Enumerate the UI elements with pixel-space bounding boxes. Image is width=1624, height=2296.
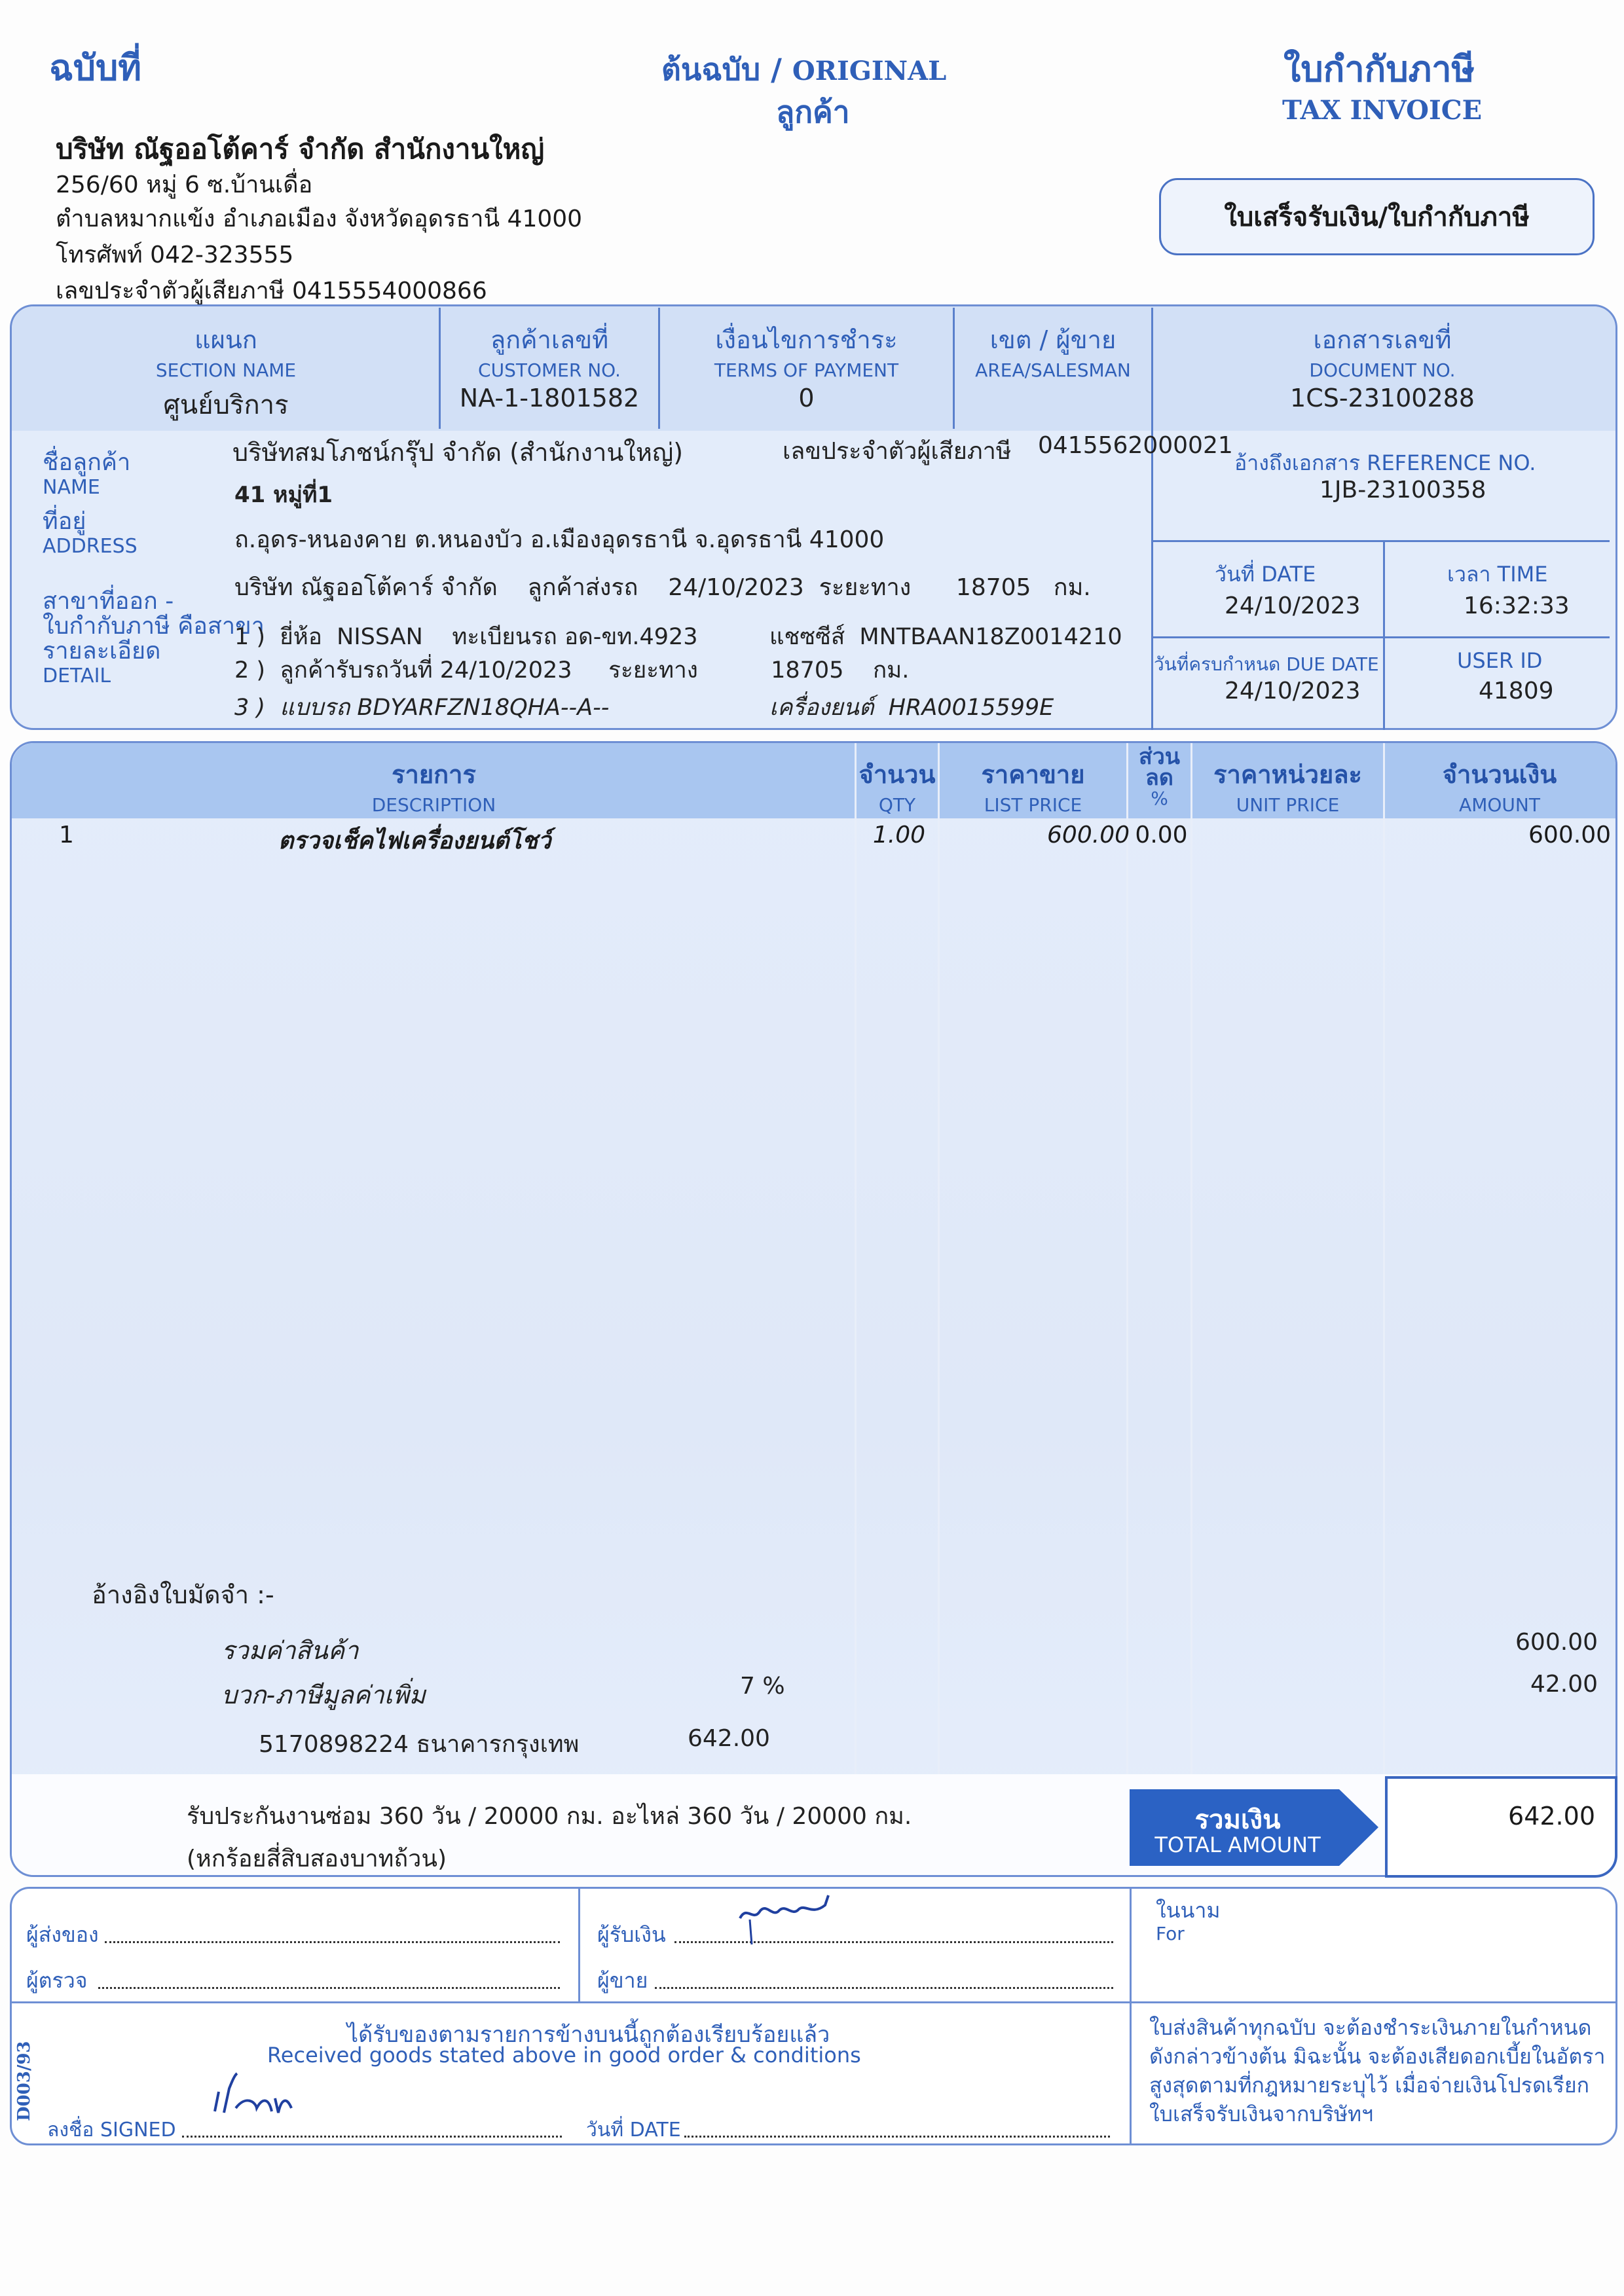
col-amount-th: จำนวนเงิน — [1442, 759, 1557, 789]
divider — [1130, 1889, 1132, 2144]
name-label-en: NAME — [43, 476, 100, 499]
detail-label-th: รายละเอียด — [43, 638, 161, 665]
seller-label: ผู้ขาย — [597, 1968, 648, 1993]
customer-no-header — [441, 319, 658, 412]
area-en: AREA/SALESMAN — [975, 359, 1131, 381]
detail-line2: 2 ) ลูกค้ารับรถวันที่ 24/10/2023 ระยะทาง 18705 กม. — [234, 657, 910, 683]
branch-label-th2: ใบกำกับภาษี คือสาขา — [43, 613, 265, 640]
on-behalf-th: ในนาม — [1156, 1898, 1221, 1923]
address-label-th: ที่อยู่ — [43, 508, 86, 535]
sender-label: ผู้ส่งของ — [26, 1922, 99, 1947]
address-label-en: ADDRESS — [43, 535, 138, 558]
divider — [1383, 540, 1385, 730]
branch-line: บริษัท ณัฐออโต้คาร์ จำกัด ลูกค้าส่งรถ 24/10/2023 ระยะทาง 18705 กม. — [234, 574, 1091, 601]
copy-label: ฉบับที่ — [49, 46, 141, 88]
tax-invoice-th: ใบกำกับภาษี — [1283, 48, 1475, 90]
vat-rate: 7 % — [740, 1673, 785, 1700]
row-no: 1 — [59, 822, 74, 848]
section-th: แผนก — [194, 325, 257, 354]
terms-header — [660, 319, 953, 412]
col-unit-price — [1192, 754, 1383, 816]
col-discount — [1128, 746, 1190, 809]
time-label: เวลา TIME — [1447, 562, 1548, 587]
company-address1: 256/60 หมู่ 6 ซ.บ้านเดื่อ — [56, 172, 313, 198]
row-qty: 1.00 — [872, 822, 925, 848]
document-no-en: DOCUMENT NO. — [1309, 359, 1456, 381]
customer-copy-label: ลูกค้า — [776, 94, 850, 130]
receiver-label: ผู้รับเงิน — [597, 1922, 666, 1947]
tax-invoice-en: TAX INVOICE — [1282, 95, 1483, 126]
detail-line3-engine: เครื่องยนต์ HRA0015599E — [769, 695, 1054, 721]
checker-label: ผู้ตรวจ — [26, 1968, 88, 1993]
seller-line — [655, 1987, 1113, 1989]
customer-tax-label: เลขประจำตัวผู้เสียภาษี — [783, 438, 1012, 465]
col-list-price-en: LIST PRICE — [984, 794, 1082, 816]
name-label-th: ชื่อลูกค้า — [43, 449, 131, 476]
notice-line: ใบส่งสินค้าทุกฉบับ จะต้องชำระเงินภายในกำหนด — [1149, 2015, 1592, 2040]
document-no-header — [1153, 319, 1612, 412]
customer-no-th: ลูกค้าเลขที่ — [490, 325, 609, 354]
col-description — [13, 754, 855, 816]
company-name: บริษัท ณัฐออโต้คาร์ จำกัด สำนักงานใหญ่ — [56, 133, 545, 165]
detail-line1: 1 ) ยี่ห้อ NISSAN ทะเบียนรถ อด-ขท.4923 — [234, 624, 698, 650]
document-type-box — [1159, 178, 1595, 255]
row-amount: 600.00 — [1528, 822, 1611, 848]
total-amount-box — [1385, 1776, 1617, 1878]
area-th: เขต / ผู้ขาย — [989, 325, 1116, 354]
divider — [1151, 636, 1610, 638]
customer-tax-id: 0415562000021 — [1038, 432, 1233, 459]
col-description-en: DESCRIPTION — [371, 794, 496, 816]
divider — [938, 743, 940, 1774]
customer-no-en: CUSTOMER NO. — [478, 359, 621, 381]
table-row — [13, 822, 1614, 861]
received-th: ได้รับของตามรายการข้างบนนี้ถูกต้องเรียบร้อยแล้ว — [347, 2022, 830, 2048]
company-address2: ตำบลหมากแข้ง อำเภอเมือง จังหวัดอุดรธานี 41000 — [56, 206, 583, 232]
signed-label: ลงชื่อ SIGNED — [47, 2119, 176, 2141]
receiver-signature — [733, 1892, 838, 1951]
terms-en: TERMS OF PAYMENT — [714, 359, 899, 381]
total-amount-label — [1130, 1789, 1378, 1866]
company-tax-id: เลขประจำตัวผู้เสียภาษี 0415554000866 — [56, 278, 487, 304]
col-discount-th1: ส่วน — [1138, 744, 1181, 770]
user-id-label: USER ID — [1457, 648, 1543, 673]
section-en: SECTION NAME — [155, 359, 297, 381]
col-qty-th: จำนวน — [858, 759, 936, 789]
customer-address1: 41 หมู่ที่1 — [234, 482, 333, 508]
notice-line: ใบเสร็จรับเงินจากบริษัทฯ — [1149, 2102, 1374, 2126]
amount-in-words: (หกร้อยสี่สิบสองบาทถ้วน) — [187, 1846, 447, 1872]
warranty-text: รับประกันงานซ่อม 360 วัน / 20000 กม. อะไหล่ 360 วัน / 20000 กม. — [187, 1803, 912, 1830]
goods-total-value: 600.00 — [1515, 1629, 1598, 1656]
document-type-label: ใบเสร็จรับเงิน/ใบกำกับภาษี — [1224, 202, 1530, 232]
date-value: 24/10/2023 — [1225, 592, 1361, 619]
detail-line3: 3 ) แบบรถ BDYARFZN18QHA--A-- — [234, 695, 610, 721]
customer-signature — [210, 2072, 314, 2124]
on-behalf-label — [1156, 1899, 1220, 1946]
address-label — [43, 509, 138, 559]
row-list-price: 600.00 — [1047, 822, 1130, 848]
divider — [578, 1889, 580, 2001]
payment-notice — [1149, 2013, 1608, 2128]
col-amount — [1385, 754, 1614, 816]
total-label-th: รวมเงิน — [1194, 1804, 1281, 1835]
detail-label-en: DETAIL — [43, 665, 111, 687]
due-date-value: 24/10/2023 — [1225, 678, 1361, 704]
divider — [1126, 743, 1128, 1774]
total-amount-value: 642.00 — [1508, 1802, 1595, 1831]
sender-line — [105, 1941, 560, 1943]
vat-value: 42.00 — [1530, 1671, 1598, 1698]
col-description-th: รายการ — [392, 759, 476, 789]
divider — [1190, 743, 1192, 1774]
name-label — [43, 450, 130, 500]
col-qty-en: QTY — [878, 794, 916, 816]
branch-label — [43, 589, 265, 689]
divider — [1151, 540, 1610, 542]
customer-name: บริษัทสมโภชน์กรุ๊ป จำกัด (สำนักงานใหญ่) — [232, 438, 684, 467]
customer-address2: ถ.อุดร-หนองคาย ต.หนองบัว อ.เมืองอุดรธานี จ.อุดรธานี 41000 — [234, 526, 885, 553]
original-label — [661, 46, 946, 94]
customer-no-value: NA-1-1801582 — [459, 384, 640, 412]
vat-label: บวก-ภาษีมูลค่าเพิ่ม — [221, 1681, 426, 1709]
section-header — [13, 319, 439, 426]
date-sign-label: วันที่ DATE — [586, 2119, 681, 2141]
total-label-en: TOTAL AMOUNT — [1154, 1832, 1321, 1857]
col-qty — [857, 754, 938, 816]
user-id-value: 41809 — [1479, 678, 1554, 704]
due-date-label: วันที่ครบกำหนด DUE DATE — [1154, 653, 1379, 675]
on-behalf-en: For — [1156, 1923, 1185, 1944]
bank-line: 5170898224 ธนาคารกรุงเทพ — [259, 1731, 580, 1758]
date-label: วันที่ DATE — [1215, 562, 1316, 587]
col-discount-pct: % — [1151, 788, 1168, 809]
date-sign-line — [684, 2136, 1110, 2138]
time-value: 16:32:33 — [1464, 592, 1570, 619]
checker-line — [98, 1987, 560, 1989]
branch-label-th1: สาขาที่ออก - — [43, 588, 174, 615]
col-unit-price-en: UNIT PRICE — [1236, 794, 1340, 816]
bank-amount: 642.00 — [688, 1725, 770, 1752]
signed-line — [182, 2136, 562, 2138]
document-no-value: 1CS-23100288 — [1290, 384, 1475, 412]
row-discount: 0.00 — [1135, 822, 1188, 848]
document-no-th: เอกสารเลขที่ — [1313, 325, 1452, 354]
divider — [1383, 743, 1385, 1774]
row-description: ตรวจเช็คไฟเครื่องยนต์โชว์ — [278, 828, 551, 854]
col-discount-th2: ลด — [1145, 765, 1173, 791]
col-list-price-th: ราคาขาย — [981, 759, 1085, 789]
col-list-price — [940, 754, 1126, 816]
original-en: ORIGINAL — [792, 56, 947, 86]
notice-line: สูงสุดตามที่กฎหมายระบุไว้ เมื่อจ่ายเงินโปรดเรียก — [1149, 2073, 1589, 2098]
goods-total-label: รวมค่าสินค้า — [221, 1636, 359, 1665]
company-phone: โทรศัพท์ 042-323555 — [56, 242, 294, 268]
reference-label: อ้างถึงเอกสาร REFERENCE NO. — [1234, 450, 1536, 475]
form-code: D003/93 — [14, 2041, 34, 2121]
received-en: Received goods stated above in good order & conditions — [267, 2043, 861, 2068]
section-value: ศูนย์บริการ — [163, 390, 289, 420]
col-unit-price-th: ราคาหน่วยละ — [1213, 759, 1362, 789]
divider — [855, 743, 857, 1774]
terms-value: 0 — [798, 384, 815, 412]
notice-line: ดังกล่าวข้างต้น มิฉะนั้น จะต้องเสียดอกเบี้ยในอัตรา — [1149, 2044, 1606, 2069]
divider — [12, 2001, 1615, 2003]
terms-th: เงื่อนไขการชำระ — [715, 325, 898, 354]
deposit-reference: อ้างอิงใบมัดจำ :- — [92, 1580, 274, 1609]
original-th: ต้นฉบับ / — [661, 52, 782, 87]
area-header — [955, 319, 1151, 381]
reference-value: 1JB-23100358 — [1320, 477, 1486, 503]
detail-line1-chassis: แชซซีส์ MNTBAAN18Z0014210 — [769, 624, 1122, 650]
col-amount-en: AMOUNT — [1459, 794, 1540, 816]
